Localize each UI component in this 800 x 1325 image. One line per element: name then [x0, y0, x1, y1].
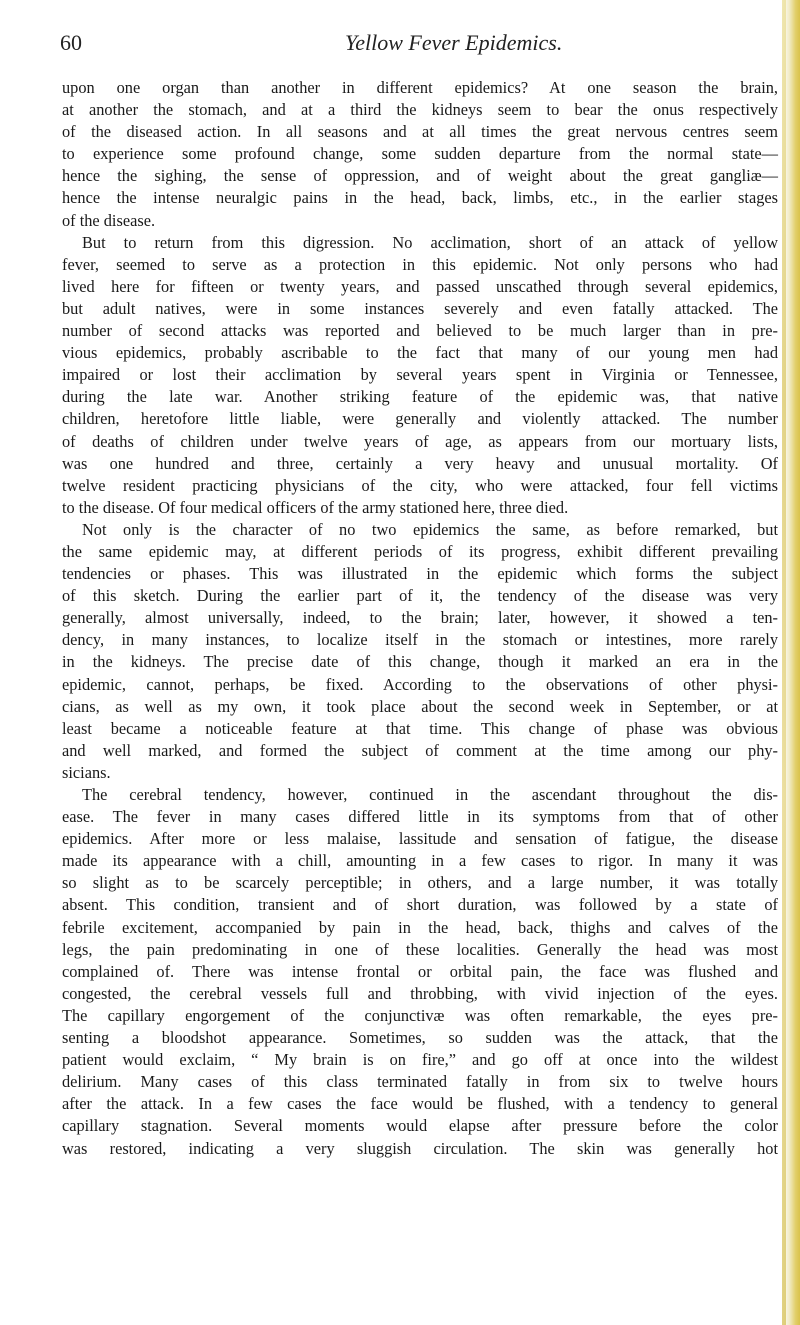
- text-line: ease. The fever in many cases differed little in its symptoms from that of other: [62, 807, 778, 827]
- paragraph: [62, 77, 778, 232]
- text-line: lived here for fifteen or twenty years, and passed unscathed through several epidemics,: [62, 276, 778, 296]
- body-text: [62, 77, 778, 1160]
- text-line: febrile excitement, accompanied by pain in the head, back, thighs and calves of the: [62, 917, 778, 937]
- text-line: cians, as well as my own, it took place about the second week in September, or at: [62, 696, 778, 716]
- text-line: was one hundred and three, certainly a very heavy and unusual mortality. Of: [62, 453, 778, 473]
- text-line: sicians.: [62, 762, 111, 782]
- text-line: dency, in many instances, to localize itself in the stomach or intestines, more rarely: [62, 630, 778, 650]
- text-line: senting a bloodshot appearance. Sometimes, so sudden was the attack, that the: [62, 1028, 778, 1048]
- text-line: made its appearance with a chill, amounting in a few cases to rigor. In many it was: [62, 851, 778, 871]
- text-line: to experience some profound change, some sudden departure from the normal state—: [62, 144, 778, 164]
- text-line: vious epidemics, probably ascribable to the fact that many of our young men had: [62, 343, 778, 363]
- text-line: epidemic, cannot, perhaps, be fixed. According to the observations of other physi-: [62, 674, 778, 694]
- text-line: the same epidemic may, at different periods of its progress, exhibit different prevailing: [62, 541, 778, 561]
- text-line: but adult natives, were in some instances severely and even fatally attacked. The: [62, 298, 778, 318]
- text-line: The capillary engorgement of the conjunctivæ was often remarkable, the eyes pre-: [62, 1005, 778, 1025]
- text-line: legs, the pain predominating in one of these localities. Generally the head was most: [62, 939, 778, 959]
- text-line: tendencies or phases. This was illustrated in the epidemic which forms the subject: [62, 564, 778, 584]
- text-line: But to return from this digression. No acclimation, short of an attack of yellow: [82, 232, 778, 252]
- text-line: of the disease.: [62, 210, 156, 230]
- page-number: 60: [60, 30, 82, 55]
- text-line: of deaths of children under twelve years of age, as appears from our mortuary lists,: [62, 431, 778, 451]
- text-line: in the kidneys. The precise date of this change, though it marked an era in the: [62, 652, 778, 672]
- text-line: epidemics. After more or less malaise, lassitude and sensation of fatigue, the disease: [62, 829, 778, 849]
- text-line: hence the intense neuralgic pains in the head, back, limbs, etc., in the earlier stages: [62, 188, 778, 208]
- text-line: of the diseased action. In all seasons and at all times the great nervous centres seem: [62, 122, 778, 142]
- text-line: delirium. Many cases of this class terminated fatally in from six to twelve hours: [62, 1072, 778, 1092]
- text-line: generally, almost universally, indeed, to the brain; later, however, it showed a ten-: [62, 608, 778, 628]
- text-line: impaired or lost their acclimation by several years spent in Virginia or Tennessee,: [62, 365, 778, 385]
- text-line: during the late war. Another striking feature of the epidemic was, that native: [62, 387, 778, 407]
- text-line: absent. This condition, transient and of short duration, was followed by a state of: [62, 895, 778, 915]
- text-line: upon one organ than another in different epidemics? At one season the brain,: [62, 78, 778, 97]
- text-line: capillary stagnation. Several moments would elapse after pressure before the color: [62, 1116, 778, 1136]
- text-line: congested, the cerebral vessels full and throbbing, with vivid injection of the eyes.: [62, 983, 778, 1003]
- paragraph: [62, 784, 778, 1160]
- text-line: to the disease. Of four medical officers of the army stationed here, three died.: [62, 497, 569, 517]
- text-line: Not only is the character of no two epidemics the same, as before remarked, but: [82, 519, 778, 539]
- page-header: [60, 30, 760, 60]
- text-line: was restored, indicating a very sluggish circulation. The skin was generally hot: [62, 1138, 778, 1158]
- text-line: hence the sighing, the sense of oppression, and of weight about the great gangliæ—: [62, 166, 778, 186]
- text-line: so slight as to be scarcely perceptible; in others, and a large number, it was totally: [62, 873, 778, 893]
- text-line: complained of. There was intense frontal or orbital pain, the face was flushed and: [62, 961, 778, 981]
- text-line: number of second attacks was reported and believed to be much larger than in pre-: [62, 321, 778, 341]
- text-line: children, heretofore little liable, were generally and violently attacked. The number: [62, 409, 778, 429]
- text-line: and well marked, and formed the subject of comment at the time among our phy-: [62, 740, 778, 760]
- text-line: at another the stomach, and at a third the kidneys seem to bear the onus respectively: [62, 100, 778, 120]
- running-head: Yellow Fever Epidemics.: [345, 30, 563, 55]
- text-line: least became a noticeable feature at that time. This change of phase was obvious: [62, 718, 778, 738]
- text-line: fever, seemed to serve as a protection in this epidemic. Not only persons who had: [62, 254, 778, 274]
- text-line: twelve resident practicing physicians of the city, who were attacked, four fell victims: [62, 475, 778, 495]
- text-line: The cerebral tendency, however, continued in the ascendant throughout the dis-: [82, 785, 778, 804]
- text-line: patient would exclaim, “ My brain is on fire,” and go off at once into the wildest: [62, 1050, 778, 1070]
- text-line: of this sketch. During the earlier part of it, the tendency of the disease was very: [62, 586, 778, 606]
- text-line: after the attack. In a few cases the face would be flushed, with a tendency to general: [62, 1094, 778, 1114]
- page-edge-stain: [782, 0, 786, 1325]
- paragraph: [62, 232, 778, 519]
- paragraph: [62, 519, 778, 784]
